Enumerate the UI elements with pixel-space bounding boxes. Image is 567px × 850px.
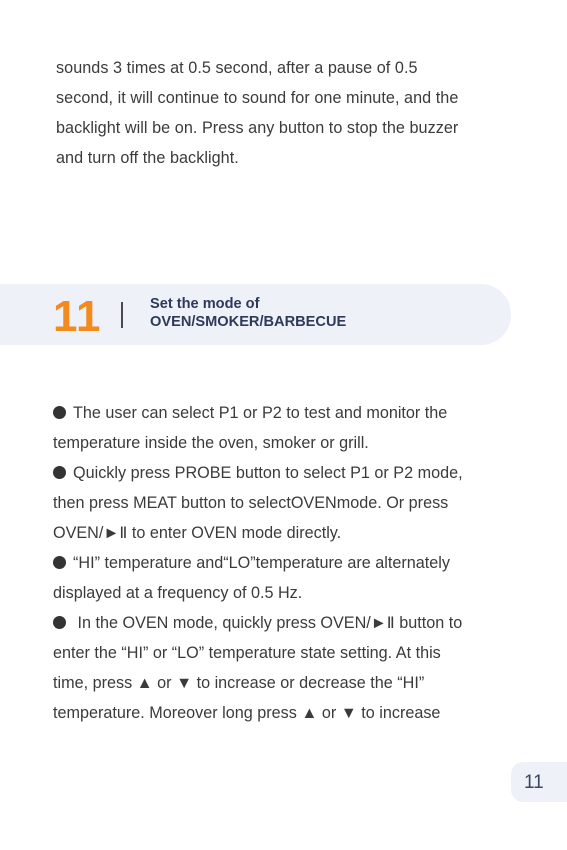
list-item-text: In the OVEN mode, quickly press OVEN/►Ⅱ button to	[73, 614, 463, 632]
instructions-list	[53, 398, 523, 728]
list-item-continuation: time, press ▲ or ▼ to increase or decrease the “HI”	[53, 674, 425, 692]
bullet-icon	[53, 406, 66, 419]
list-item	[53, 398, 523, 428]
bullet-icon	[53, 556, 66, 569]
list-item	[53, 458, 523, 488]
intro-paragraph	[56, 53, 526, 173]
list-item-text: “HI” temperature and“LO”temperature are alternately	[73, 554, 450, 572]
list-item-continuation: then press MEAT button to selectOVENmode. Or press	[53, 494, 449, 512]
section-title-line-1: Set the mode of	[150, 296, 260, 312]
list-item-continuation: temperature inside the oven, smoker or grill.	[53, 434, 369, 452]
list-item-text: The user can select P1 or P2 to test and monitor the	[73, 404, 448, 422]
section-title-line-2: OVEN/SMOKER/BARBECUE	[150, 313, 347, 330]
list-item-continuation: temperature. Moreover long press ▲ or ▼ to increase	[53, 704, 441, 722]
section-title	[150, 296, 346, 331]
intro-line: sounds 3 times at 0.5 second, after a pause of 0.5	[56, 59, 418, 77]
intro-line: and turn off the backlight.	[56, 149, 239, 167]
section-number: 11	[53, 292, 102, 341]
list-item-text: Quickly press PROBE button to select P1 or P2 mode,	[73, 464, 463, 482]
intro-line: backlight will be on. Press any button to stop the buzzer	[56, 119, 459, 137]
section-divider	[121, 302, 123, 328]
intro-line: second, it will continue to sound for one minute, and the	[56, 89, 459, 107]
list-item-continuation: displayed at a frequency of 0.5 Hz.	[53, 584, 303, 602]
list-item-continuation: enter the “HI” or “LO” temperature state setting. At this	[53, 644, 441, 662]
page-number: 11	[524, 772, 544, 793]
list-item	[53, 548, 523, 578]
bullet-icon	[53, 466, 66, 479]
bullet-icon	[53, 616, 66, 629]
list-item	[53, 608, 523, 638]
list-item-continuation: OVEN/►Ⅱ to enter OVEN mode directly.	[53, 524, 342, 542]
